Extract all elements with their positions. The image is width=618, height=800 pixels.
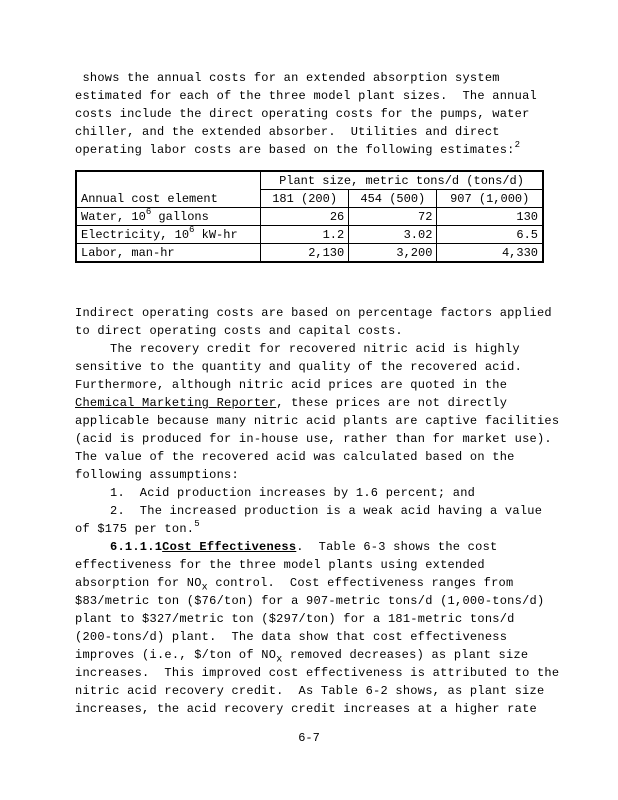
row-label: Electricity, $10^6$ kW-hr [76,226,261,244]
paragraph-line: (acid is produced for in-house use, rather than for market use). [75,432,552,446]
row-header-cell: Annual cost element [76,171,261,208]
column-header: 454 (500) [349,190,437,208]
paragraph-line: increases, the acid recovery credit increases at a higher rate [75,702,537,716]
paragraph-line: following assumptions: [75,468,239,482]
paragraph-line: Furthermore, although nitric acid prices are quoted in the [75,378,508,392]
publication-title: Chemical Marketing Reporter [75,396,277,410]
table-cell: 26 [261,208,349,226]
footnote-ref: 2 [514,140,521,150]
table-header-row [76,171,543,190]
list-item-continued: of $175 per ton.$^5$ [75,519,200,536]
paragraph-line: (200-tons/d) plant. The data show that cost effectiveness [75,630,508,644]
table-cell: 4,330 [437,244,543,263]
paragraph-line: The value of the recovered acid was calculated based on the [75,450,515,464]
table-row [76,208,543,226]
paragraph-line: Chemical Marketing Reporter, these prices are not directly [75,396,508,410]
section-heading-line: 6.1.1.1Cost Effectiveness. Table 6-3 shows the cost [110,540,498,554]
paragraph-line: effectiveness for the three model plants using extended [75,558,485,572]
paragraph-line: Indirect operating costs are based on percentage factors applied [75,306,552,320]
intro-line [75,140,521,157]
paragraph-line: to direct operating costs and capital costs. [75,324,403,338]
intro-line: shows the annual costs for an extended absorption system [75,71,500,85]
column-header: 181 (200) [261,190,349,208]
page-number: 6-7 [298,731,320,745]
paragraph-line: nitric acid recovery credit. As Table 6-2 shows, as plant size [75,684,545,698]
paragraph-line: increases. This improved cost effectiveness is attributed to the [75,666,560,680]
intro-line: estimated for each of the three model plant sizes. The annual [75,89,537,103]
paragraph-line: plant to $327/metric ton ($297/ton) for a 181-metric tons/d [75,612,515,626]
list-item: 1. Acid production increases by 1.6 percent; and [110,486,476,500]
footnote-ref: 5 [194,519,200,529]
table-cell: 6.5 [437,226,543,244]
annual-cost-table [75,170,544,263]
table-cell: 3,200 [349,244,437,263]
row-label: Water, $10^6$ gallons [76,208,261,226]
table-cell: 72 [349,208,437,226]
section-number: 6.1.1.1 [110,540,163,554]
intro-line: costs include the direct operating costs for the pumps, water [75,107,530,121]
paragraph-line: $83/metric ton ($76/ton) for a 907-metric tons/d (1,000-tons/d) [75,594,545,608]
table-cell: 130 [437,208,543,226]
intro-line-text: operating labor costs are based on the following estimates: [75,143,515,157]
paragraph-line: improves (i.e., $/ton of $NO_x$ removed decreases) as plant size [75,648,529,666]
column-header: 907 (1,000) [437,190,543,208]
table-cell: 3.02 [349,226,437,244]
table-row [76,244,543,263]
row-label: Labor, man-hr [76,244,261,263]
paragraph-line: applicable because many nitric acid plants are captive facilities [75,414,560,428]
table-cell: 2,130 [261,244,349,263]
section-title: Cost Effectiveness [162,540,297,554]
paragraph-line: sensitive to the quantity and quality of the recovered acid. [75,360,523,374]
list-item: 2. The increased production is a weak acid having a value [110,504,543,518]
group-header-cell: Plant size, metric tons/d (tons/d) [261,171,543,190]
table-row [76,226,543,244]
table-cell: 1.2 [261,226,349,244]
intro-line: chiller, and the extended absorber. Utilities and direct [75,125,500,139]
paragraph-line: The recovery credit for recovered nitric acid is highly [110,342,520,356]
paragraph-line: absorption for $NO_x$ control. Cost effectiveness ranges from [75,576,514,594]
